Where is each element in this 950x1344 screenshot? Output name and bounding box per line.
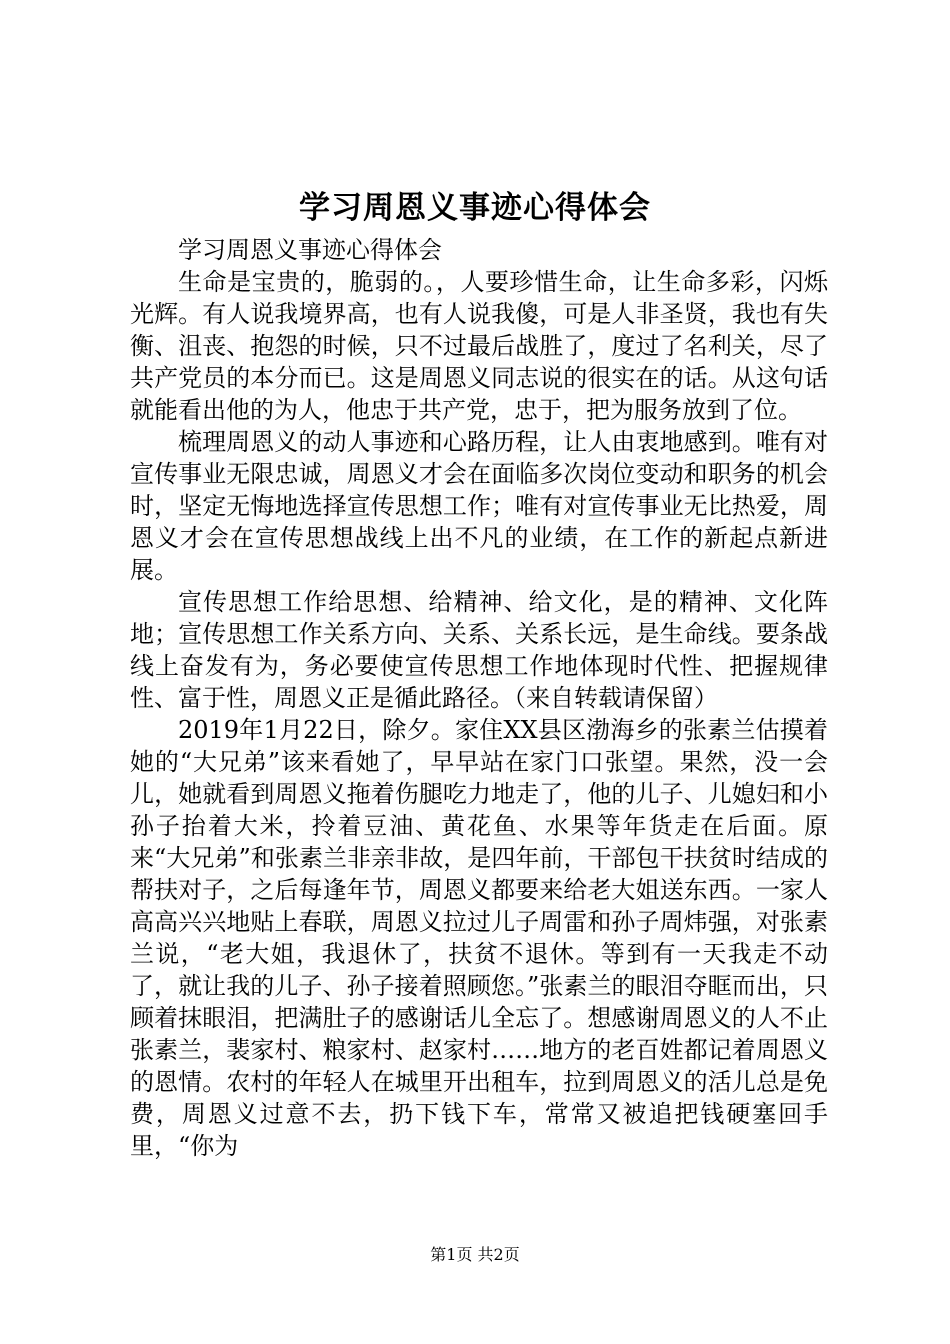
paragraph: 2019年1月22日，除夕。家住XX县区渤海乡的张素兰估摸着她的“大兄弟”该来看她了，早早站在家门口张望。果然，没一会儿，她就看到周恩义拖着伤腿吃力地走了，他的儿子、儿媳妇和小孙子抬着大米，拎着豆油、黄花鱼、水果等年货走在后面。原来“大兄弟”和张素兰非亲非故，是四年前，干部包干扶贫时结成的帮扶对子，之后每逢年节，周恩义都要来给老大姐送东西。一家人高高兴兴地贴上春联，周恩义拉过儿子周雷和孙子周炜强，对张素兰说，“老大姐，我退休了，扶贫不退休。等到有一天我走不动了，就让我的儿子、孙子接着照顾您。”张素兰的眼泪夺眶而出，只顾着抹眼泪，把满肚子的感谢话儿全忘了。想感谢周恩义的人不止张素兰，裴家村、粮家村、赵家村……地方的老百姓都记着周恩义的恩情。农村的年轻人在城里开出租车，拉到周恩义的活儿总是免费，周恩义过意不去，扔下钱下车，常常又被追把钱硬塞回手里，“你为 [130,716,828,1160]
paragraph: 生命是宝贵的，脆弱的。，人要珍惜生命，让生命多彩，闪烁光辉。有人说我境界高，也有人说我傻，可是人非圣贤，我也有失衡、沮丧、抱怨的时候，只不过最后战胜了，度过了名利关，尽了共产党员的本分而已。这是周恩义同志说的很实在的话。从这句话就能看出他的为人，他忠于共产党，忠于，把为服务放到了位。 [130,268,828,424]
document-body [130,234,828,1162]
paragraph: 宣传思想工作给思想、给精神、给文化，是的精神、文化阵地；宣传思想工作关系方向、关系、关系长远，是生命线。要条战线上奋发有为，务必要使宣传思想工作地体现时代性、把握规律性、富于性，周恩义正是循此路径。（来自转载请保留） [130,588,828,712]
document-title: 学习周恩义事迹心得体会 [299,190,651,226]
paragraph: 梳理周恩义的动人事迹和心路历程，让人由衷地感到。唯有对宣传事业无限忠诚，周恩义才会在面临多次岗位变动和职务的机会时，坚定无悔地选择宣传思想工作；唯有对宣传事业无比热爱，周恩义才会在宣传思想战线上出不凡的业绩，在工作的新起点新进展。 [130,428,828,584]
page-footer: 第1页 共2页 [430,1245,520,1264]
paragraph-subtitle: 学习周恩义事迹心得体会 [178,236,442,264]
